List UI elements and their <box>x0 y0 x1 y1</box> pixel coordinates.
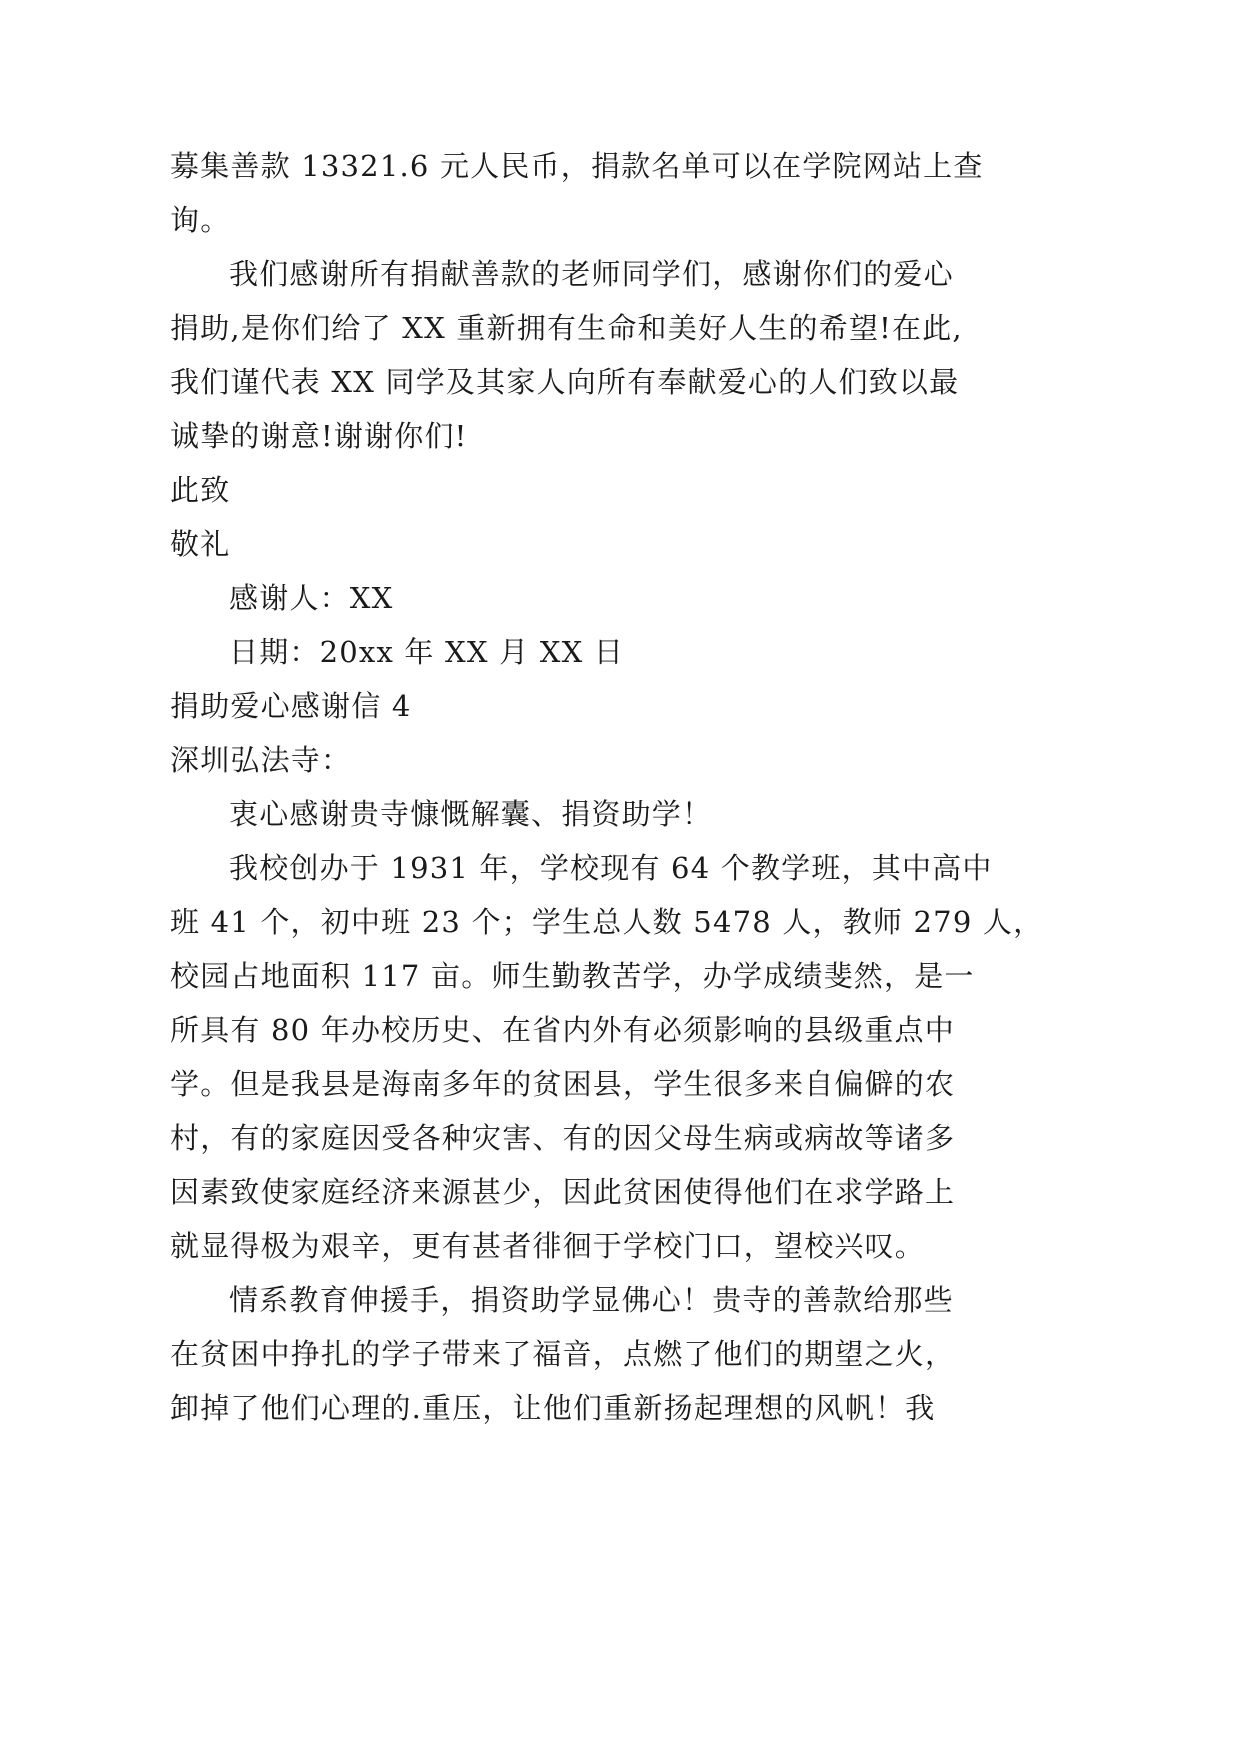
text-line: 班 41 个，初中班 23 个；学生总人数 5478 人，教师 279 人， <box>170 905 1044 939</box>
paragraph-line: 衷心感谢贵寺慷慨解囊、捐资助学！ <box>229 797 713 831</box>
text-line: 我们谨代表 XX 同学及其家人向所有奉献爱心的人们致以最 <box>170 365 960 399</box>
text-line: 诚挚的谢意!谢谢你们! <box>170 419 468 453</box>
text-line: 询。 <box>170 203 231 237</box>
text-line: 村，有的家庭因受各种灾害、有的因父母生病或病故等诸多 <box>170 1121 956 1155</box>
signatory-line: 感谢人：XX <box>229 581 394 615</box>
date-line: 日期：20xx 年 XX 月 XX 日 <box>229 635 625 669</box>
paragraph-line: 我们感谢所有捐献善款的老师同学们，感谢你们的爱心 <box>229 257 954 291</box>
text-line: 捐助,是你们给了 XX 重新拥有生命和美好人生的希望!在此, <box>170 311 963 345</box>
text-line: 校园占地面积 117 亩。师生勤教苦学，办学成绩斐然，是一 <box>170 959 975 993</box>
text-line: 就显得极为艰辛，更有甚者徘徊于学校门口，望校兴叹。 <box>170 1229 926 1263</box>
section-title: 捐助爱心感谢信 4 <box>170 689 412 723</box>
closing-salutation: 此致 <box>170 473 231 507</box>
text-line: 所具有 80 年办校历史、在省内外有必须影响的县级重点中 <box>170 1013 955 1047</box>
paragraph-line: 情系教育伸援手，捐资助学显佛心！贵寺的善款给那些 <box>229 1283 954 1317</box>
text-line: 在贫困中挣扎的学子带来了福音，点燃了他们的期望之火， <box>170 1337 956 1371</box>
text-line: 因素致使家庭经济来源甚少，因此贫困使得他们在求学路上 <box>170 1175 956 1209</box>
text-line: 学。但是我县是海南多年的贫困县，学生很多来自偏僻的农 <box>170 1067 956 1101</box>
recipient-line: 深圳弘法寺： <box>170 743 352 777</box>
text-line: 卸掉了他们心理的.重压，让他们重新扬起理想的风帆！我 <box>170 1391 936 1425</box>
text-line: 募集善款 13321.6 元人民币，捐款名单可以在学院网站上查 <box>170 149 984 183</box>
paragraph-line: 我校创办于 1931 年，学校现有 64 个教学班，其中高中 <box>229 851 993 885</box>
closing-regards: 敬礼 <box>170 527 231 561</box>
